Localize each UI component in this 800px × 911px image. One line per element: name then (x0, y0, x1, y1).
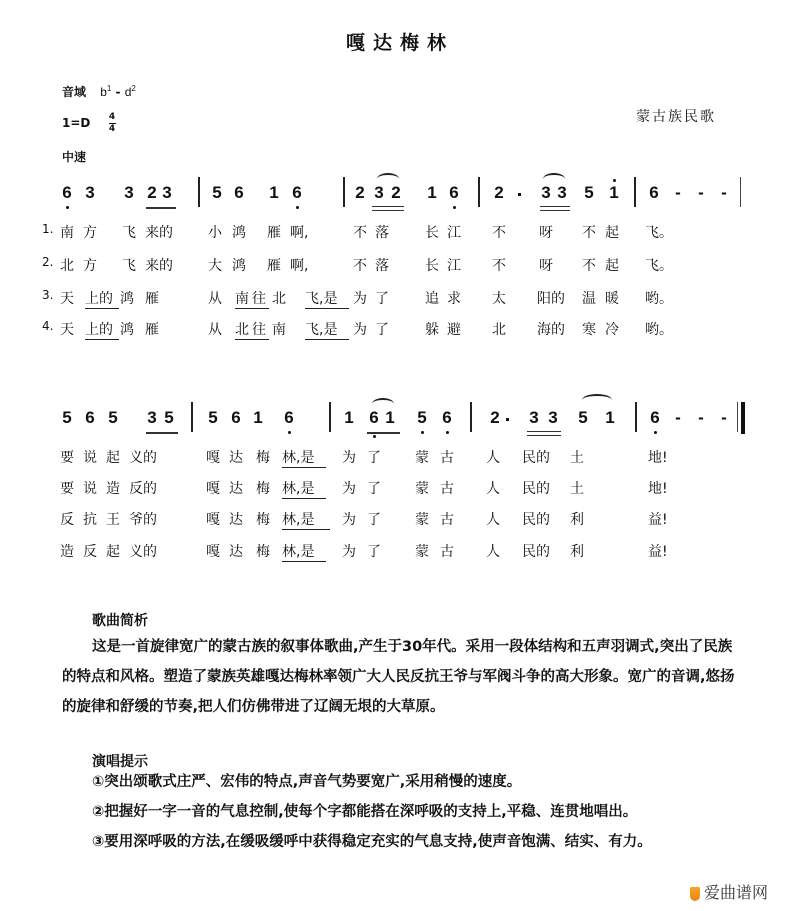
key-signature: 1=D $\frac{4}{4}$ (62, 112, 116, 134)
lyric: 不 (353, 258, 367, 274)
lyric: 要 (60, 450, 74, 466)
lyric: 寒 (582, 322, 596, 338)
analysis-body: 这是一首旋律宽广的蒙古族的叙事体歌曲,产生于30年代。采用一段体结构和五声羽调式,突出了民族的特点和风格。塑造了蒙族英雄嘎达梅林率领广大人民反抗王爷与军阀斗争的高大形象。宽广的音调,悠扬的旋律和舒缓的节奏,把人们仿佛带进了辽阔无垠的大草原。 (62, 639, 735, 715)
note: 5 (415, 408, 429, 428)
lyric: 起 (605, 225, 619, 241)
lyric: 林,是 (282, 544, 315, 560)
lyric: 了 (375, 291, 389, 307)
lyric: 飞 (122, 225, 136, 241)
lyric: 造 (106, 481, 120, 497)
note: - (698, 183, 704, 202)
lyric: 呀 (539, 258, 553, 274)
lyric: 为 (342, 450, 356, 466)
lyric: 方 (83, 258, 97, 274)
lyric: 达 (229, 512, 243, 528)
note: - (675, 183, 681, 202)
lyric: 求 (447, 291, 461, 307)
note: 5 (108, 408, 118, 427)
note: 5 (62, 408, 72, 427)
lyric: 南 (60, 225, 74, 241)
lyric: 梅 (256, 481, 270, 497)
lyric: 太 (492, 291, 506, 307)
lyric: 抗 (83, 512, 97, 528)
note: 5 (584, 183, 594, 202)
lyric: 天 (60, 322, 74, 338)
lyric-underline (85, 308, 119, 309)
lyric: 嘎 (206, 450, 220, 466)
lyric: 说 (83, 481, 97, 497)
note: - (721, 183, 727, 202)
score-line-2 (0, 408, 800, 438)
attribution: 蒙古族民歌 (636, 109, 716, 125)
lyric: 益! (648, 544, 668, 560)
lyric: 古 (440, 544, 454, 560)
lyric: 追 (425, 291, 439, 307)
note: 3 (557, 183, 567, 202)
lyric: 了 (367, 481, 381, 497)
lyric: 反 (83, 544, 97, 560)
lyric: 达 (229, 544, 243, 560)
slur (377, 173, 399, 185)
augmentation-dot (518, 193, 521, 196)
note: 3 (162, 183, 172, 202)
tips-heading: 演唱提示 (92, 754, 148, 770)
lyric: 阳的 (537, 291, 565, 307)
lyric: 哟。 (645, 291, 673, 307)
verse-number: 4. (42, 319, 54, 333)
barline (737, 402, 738, 432)
lyric: 温 (582, 291, 596, 307)
note: 1 (427, 183, 437, 202)
analysis-heading: 歌曲简析 (92, 613, 148, 629)
lyric: 蒙 (415, 450, 429, 466)
lyric: 不 (492, 225, 506, 241)
lyric: 鸿 (232, 225, 246, 241)
lyric: 飞。 (645, 258, 673, 274)
lyric: 为 (342, 544, 356, 560)
note: 6 (447, 183, 461, 203)
note: 3 (85, 183, 95, 202)
slur (372, 398, 394, 410)
lyric: 飞,是 (305, 322, 338, 338)
lyric: 古 (440, 481, 454, 497)
lyric: 梅 (256, 544, 270, 560)
lyric: 为 (353, 322, 367, 338)
lyric: 长 (425, 258, 439, 274)
lyric: 爷的 (129, 512, 157, 528)
note: 1 (385, 408, 395, 427)
lyric: 北 (492, 322, 506, 338)
note: 1 (253, 408, 263, 427)
lyric: 小 (208, 225, 222, 241)
lyric: 往 (252, 291, 266, 307)
lyric: 不 (492, 258, 506, 274)
barline (470, 402, 472, 432)
lyric: 南 (235, 291, 249, 307)
lyric: 长 (425, 225, 439, 241)
lyric: 雁 (267, 258, 281, 274)
lyric: 义的 (129, 450, 157, 466)
lyric: 避 (447, 322, 461, 338)
lyric: 飞。 (645, 225, 673, 241)
note: 1 (269, 183, 279, 202)
music-note-icon (690, 887, 700, 901)
note: 2 (494, 183, 504, 202)
lyric: 不 (353, 225, 367, 241)
lyric: 了 (367, 450, 381, 466)
lyric: 呀 (539, 225, 553, 241)
lyric: 利 (570, 512, 584, 528)
lyric: 雁 (145, 322, 159, 338)
lyric: 江 (447, 225, 461, 241)
range-label: 音域 (62, 85, 87, 99)
lyric-underline (235, 308, 269, 309)
double-underline-beam (540, 206, 570, 211)
lyric: 了 (375, 322, 389, 338)
note: 3 (529, 408, 539, 427)
lyric: 南 (272, 322, 286, 338)
lyric: 大 (208, 258, 222, 274)
lyric: 北 (235, 322, 249, 338)
lyric: 为 (342, 512, 356, 528)
verse-number: 2. (42, 255, 54, 269)
barline (634, 177, 636, 207)
tip-item: ③要用深呼吸的方法,在缓吸缓呼中获得稳定充实的气息支持,使声音饱满、结实、有力。 (92, 834, 652, 850)
note: 6 (367, 408, 381, 428)
lyric: 落 (375, 258, 389, 274)
lyrics-block-2 (0, 447, 800, 567)
lyric: 古 (440, 450, 454, 466)
lyric: 林,是 (282, 512, 315, 528)
double-underline-beam (372, 206, 404, 211)
lyric: 人 (486, 544, 500, 560)
note: 2 (355, 183, 365, 202)
lyric-underline (305, 339, 349, 340)
lyric: 为 (353, 291, 367, 307)
lyric: 造 (60, 544, 74, 560)
lyric-underline (282, 529, 330, 530)
note: 1 (605, 408, 615, 427)
barline (478, 177, 480, 207)
lyric: 起 (106, 544, 120, 560)
note: 6 (60, 183, 74, 203)
note: 3 (147, 408, 157, 427)
lyric: 飞 (122, 258, 136, 274)
lyric: 从 (208, 322, 222, 338)
lyric: 冷 (605, 322, 619, 338)
final-barline (741, 402, 745, 434)
tip-item: ①突出颂歌式庄严、宏伟的特点,声音气势要宽广,采用稍慢的速度。 (92, 774, 522, 790)
watermark (690, 880, 768, 903)
note: 1 (344, 408, 354, 427)
lyric: 林,是 (282, 481, 315, 497)
lyric: 躲 (425, 322, 439, 338)
lyric: 人 (486, 450, 500, 466)
time-signature: $\frac{4}{4}$ (108, 112, 116, 134)
note: 5 (164, 408, 174, 427)
lyric: 上的 (85, 322, 113, 338)
lyric: 来的 (145, 225, 173, 241)
note: 3 (374, 183, 384, 202)
note: 2 (147, 183, 157, 202)
barline (191, 402, 193, 432)
lyric: 方 (83, 225, 97, 241)
note: 6 (231, 408, 241, 427)
note: 3 (541, 183, 551, 202)
note: 3 (548, 408, 558, 427)
lyric: 鸿 (120, 322, 134, 338)
note: 5 (208, 408, 218, 427)
barline (198, 177, 200, 207)
lyric: 要 (60, 481, 74, 497)
lyric: 往 (252, 322, 266, 338)
lyric: 义的 (129, 544, 157, 560)
note: 6 (85, 408, 95, 427)
lyric: 北 (60, 258, 74, 274)
lyric: 人 (486, 512, 500, 528)
lyric: 暖 (605, 291, 619, 307)
lyric: 民的 (522, 544, 550, 560)
lyric: 哟。 (645, 322, 673, 338)
lyric: 人 (486, 481, 500, 497)
note: 5 (212, 183, 222, 202)
underline-beam (367, 432, 400, 434)
lyric: 土 (570, 481, 584, 497)
score-line-1 (0, 183, 800, 213)
note: 6 (290, 183, 304, 203)
lyric-underline (235, 339, 269, 340)
lyric-underline (305, 308, 349, 309)
tip-item: ②把握好一字一音的气息控制,使每个字都能搭在深呼吸的支持上,平稳、连贯地唱出。 (92, 804, 638, 820)
lyric: 来的 (145, 258, 173, 274)
slur (582, 394, 612, 406)
lyric: 起 (106, 450, 120, 466)
lyric: 梅 (256, 512, 270, 528)
lyric: 嘎 (206, 512, 220, 528)
lyric: 梅 (256, 450, 270, 466)
lyric-underline (282, 467, 326, 468)
lyric: 不 (582, 258, 596, 274)
lyric: 海的 (537, 322, 565, 338)
note: - (721, 408, 727, 427)
note: - (698, 408, 704, 427)
lyric: 起 (605, 258, 619, 274)
barline (635, 402, 637, 432)
augmentation-dot (506, 418, 509, 421)
tempo-marking: 中速 (62, 150, 87, 164)
note: - (675, 408, 681, 427)
lyric: 了 (367, 544, 381, 560)
lyric: 上的 (85, 291, 113, 307)
slur (543, 173, 565, 185)
lyric: 啊, (290, 225, 309, 241)
note: 2 (490, 408, 500, 427)
note: 6 (648, 408, 662, 428)
lyric: 了 (367, 512, 381, 528)
range-high: $d^2$ (124, 84, 136, 99)
lyric: 说 (83, 450, 97, 466)
verse-number: 3. (42, 288, 54, 302)
lyric: 地! (648, 481, 668, 497)
note: 2 (391, 183, 401, 202)
lyric: 反的 (129, 481, 157, 497)
note: 1 (607, 183, 621, 203)
range-low: $b^1$ (100, 84, 112, 99)
underline-beam (146, 207, 176, 209)
barline (740, 177, 741, 207)
lyric: 林,是 (282, 450, 315, 466)
underline-beam (146, 432, 178, 434)
barline (329, 402, 331, 432)
lyric: 江 (447, 258, 461, 274)
lyric: 鸿 (120, 291, 134, 307)
lyric: 鸿 (232, 258, 246, 274)
watermark-text: 爱曲谱网 (704, 883, 769, 902)
lyric: 反 (60, 512, 74, 528)
lyric: 达 (229, 450, 243, 466)
vocal-range: 音域 $b^1 - d^2$ (62, 84, 136, 99)
note: 3 (124, 183, 134, 202)
lyric: 民的 (522, 450, 550, 466)
lyric: 蒙 (415, 512, 429, 528)
lyric-underline (282, 561, 326, 562)
note: 6 (234, 183, 244, 202)
lyric: 嘎 (206, 481, 220, 497)
song-title: 嘎达梅林 (345, 32, 454, 54)
lyrics-block-1 (0, 222, 800, 342)
lyric: 地! (648, 450, 668, 466)
verse-number: 1. (42, 222, 54, 236)
lyric: 土 (570, 450, 584, 466)
note: 5 (578, 408, 588, 427)
lyric-underline (282, 498, 326, 499)
lyric: 达 (229, 481, 243, 497)
note: 6 (440, 408, 454, 428)
lyric: 啊, (290, 258, 309, 274)
lyric: 天 (60, 291, 74, 307)
note: 6 (282, 408, 296, 428)
lyric: 落 (375, 225, 389, 241)
tips-list (62, 767, 742, 857)
lyric: 蒙 (415, 544, 429, 560)
note: 6 (649, 183, 659, 202)
lyric: 从 (208, 291, 222, 307)
double-underline-beam (527, 431, 561, 436)
lyric: 飞,是 (305, 291, 338, 307)
lyric: 嘎 (206, 544, 220, 560)
lyric: 雁 (145, 291, 159, 307)
lyric: 雁 (267, 225, 281, 241)
lyric: 民的 (522, 481, 550, 497)
lyric: 北 (272, 291, 286, 307)
lyric: 民的 (522, 512, 550, 528)
lyric: 王 (106, 512, 120, 528)
lyric: 蒙 (415, 481, 429, 497)
lyric: 利 (570, 544, 584, 560)
lyric: 古 (440, 512, 454, 528)
lyric: 为 (342, 481, 356, 497)
lyric-underline (85, 339, 119, 340)
barline (343, 177, 345, 207)
lyric: 不 (582, 225, 596, 241)
lyric: 益! (648, 512, 668, 528)
